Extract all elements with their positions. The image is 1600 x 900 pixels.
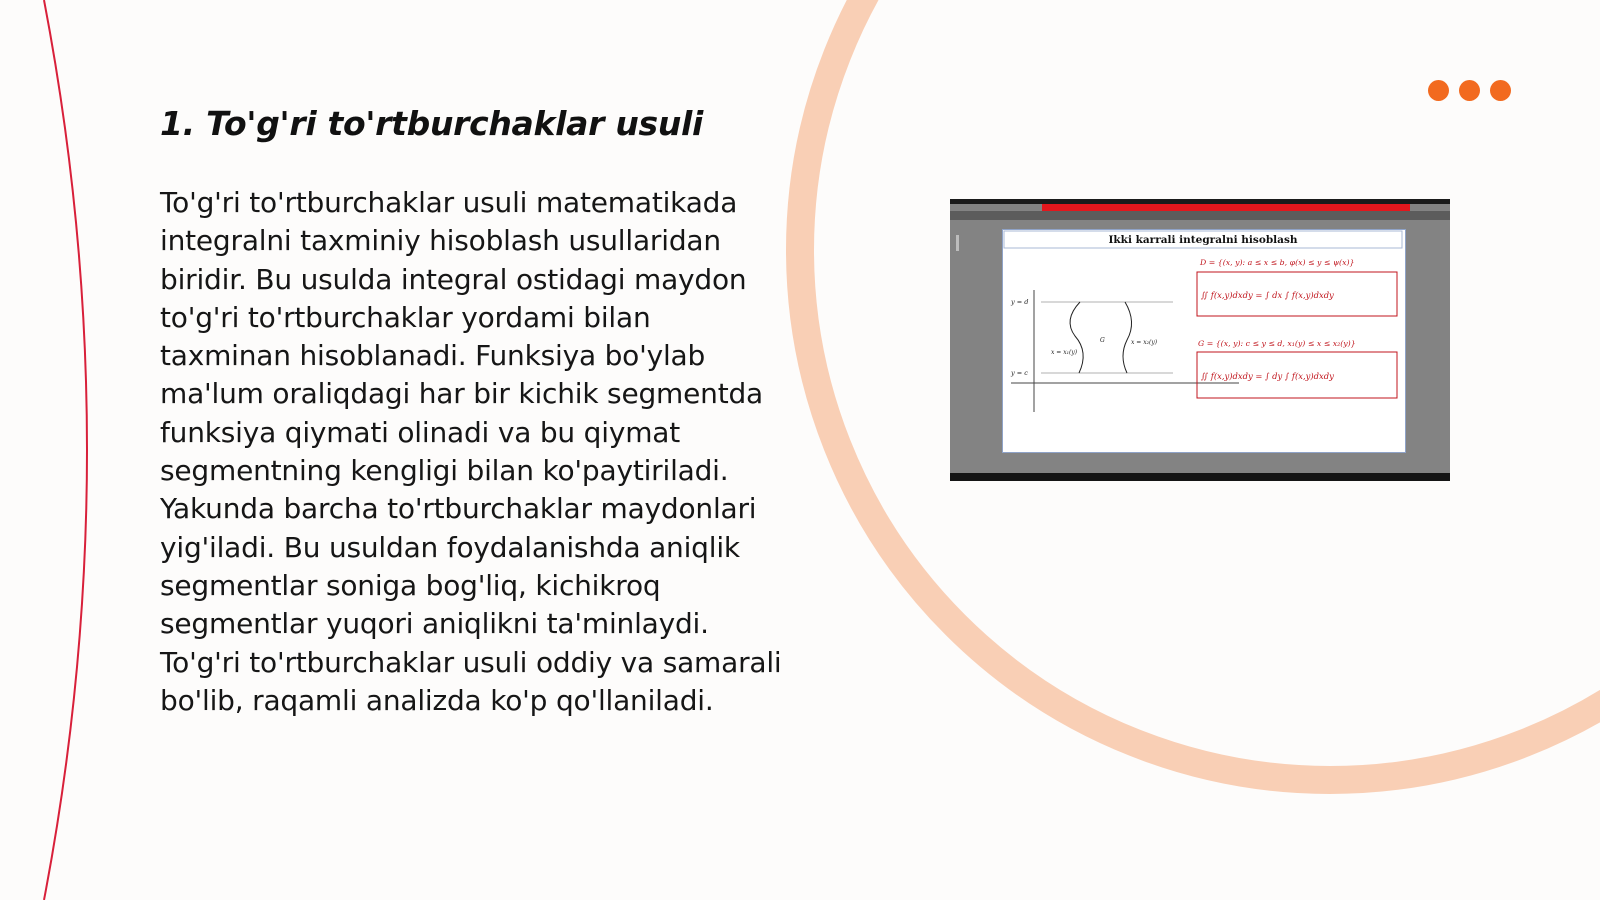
embedded-slide-content — [1003, 230, 1405, 452]
body-line: funksiya qiymati olinadi va bu qiymat — [160, 415, 681, 449]
slide-title: 1. To'g'ri to'rtburchaklar usuli — [160, 104, 704, 143]
body-line: bo'lib, raqamli analizda ko'p qo'llaniladi. — [160, 683, 714, 717]
body-line: integralni taxminiy hisoblash usullaridan — [160, 224, 721, 258]
formula-D: ∬ f(x,y)dxdy = ∫ dx ∫ f(x,y)dxdy — [1201, 290, 1334, 300]
body-line: yig'iladi. Bu usuldan foydalanishda aniqlik — [160, 530, 740, 564]
domain-D: D = {(x, y): a ≤ x ≤ b, φ(x) ≤ y ≤ ψ(x)} — [1200, 258, 1355, 267]
label-G: G — [1100, 337, 1105, 344]
dot-2 — [1459, 80, 1480, 101]
embedded-screenshot — [950, 199, 1450, 481]
label-y-c: y = c — [1011, 369, 1028, 377]
body-line: To'g'ri to'rtburchaklar usuli oddiy va samarali — [160, 645, 782, 679]
decorative-dots — [1428, 80, 1511, 101]
label-y-d: y = d — [1011, 298, 1029, 306]
formula-G: ∬ f(x,y)dxdy = ∫ dy ∫ f(x,y)dxdy — [1201, 371, 1334, 381]
body-line: ma'lum oraliqdagi har bir kichik segmentda — [160, 377, 764, 411]
left-red-curve — [44, 0, 87, 900]
domain-G: G = {(x, y): c ≤ y ≤ d, x₁(y) ≤ x ≤ x₂(y)} — [1198, 339, 1356, 348]
dot-3 — [1490, 80, 1511, 101]
body-line: To'g'ri to'rtburchaklar usuli matematikada — [160, 186, 738, 219]
body-line: Yakunda barcha to'rtburchaklar maydonlari — [160, 492, 757, 526]
embedded-slide — [1002, 229, 1406, 453]
body-line: to'g'ri to'rtburchaklar yordami bilan — [160, 300, 651, 334]
embedded-heading: Ikki karrali integralni hisoblash — [1108, 234, 1298, 246]
dot-1 — [1428, 80, 1449, 101]
body-line: segmentning kengligi bilan ko'paytiriladi. — [160, 454, 729, 488]
body-line: biridir. Bu usulda integral ostidagi maydon — [160, 262, 747, 296]
label-x1: x = x₁(y) — [1051, 349, 1078, 356]
label-x2: x = x₂(y) — [1131, 339, 1158, 346]
body-line: segmentlar yuqori aniqlikni ta'minlaydi. — [160, 607, 709, 641]
slide-body-text — [160, 184, 850, 720]
body-line: segmentlar soniga bog'liq, kichikroq — [160, 568, 661, 602]
body-line: taxminan hisoblanadi. Funksiya bo'ylab — [160, 339, 706, 373]
